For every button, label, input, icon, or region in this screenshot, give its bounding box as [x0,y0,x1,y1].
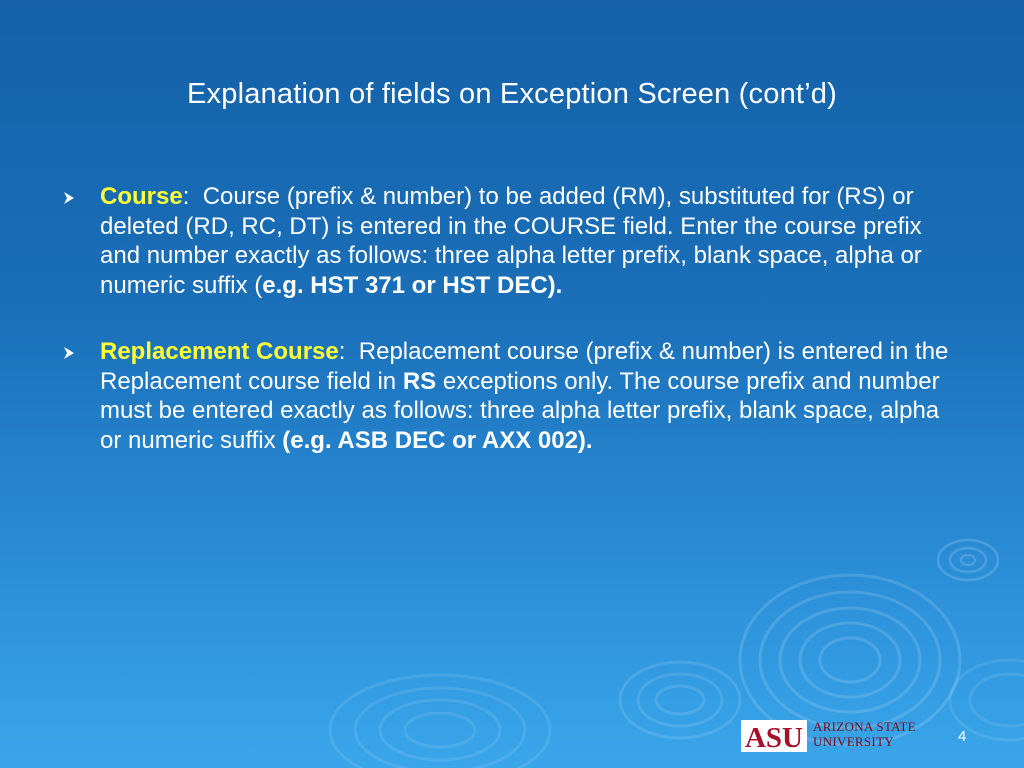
page-number: 4 [958,728,967,745]
asu-logo-line1: ARIZONA STATE [813,719,916,734]
bullet-list [62,182,962,455]
bullet-separator: : [338,338,359,365]
slide-title: Explanation of fields on Exception Screen (cont’d) [187,78,837,110]
asu-logo [741,718,926,754]
asu-logo-wordmark [813,719,916,749]
bullet-example: (e.g. ASB DEC or AXX 002). [282,426,593,454]
bullet-separator: : [182,183,203,210]
bullet-example: e.g. HST 371 or HST DEC). [262,271,563,299]
bullet-term: Course [100,183,183,210]
bullet-replacement-course [62,337,962,455]
bullet-arrow-icon [62,346,76,360]
bullet-text: Course (prefix & number) to be added (RM), substituted for (RS) or deleted (RD, RC, DT) is entered in the COURSE field. Enter the course prefix and number exactly as follows: three alpha letter prefix, blank space, alpha or numeric suffix ( [100,183,922,299]
bullet-arrow-icon [62,191,76,205]
bullet-text: exceptions only. The course prefix and number must be entered exactly as follows: three alpha letter prefix, blank space, alpha or numeric suffix [100,367,940,454]
asu-logo-mark: ASU [744,722,804,752]
asu-logo-mark-icon [741,720,807,752]
bullet-course [62,182,962,300]
bullet-code-rs: RS [402,367,437,395]
bullet-text: Replacement course (prefix & number) is entered in the Replacement course field in [100,338,949,395]
asu-logo-line2: UNIVERSITY [813,734,894,749]
bullet-term: Replacement Course [100,338,339,365]
